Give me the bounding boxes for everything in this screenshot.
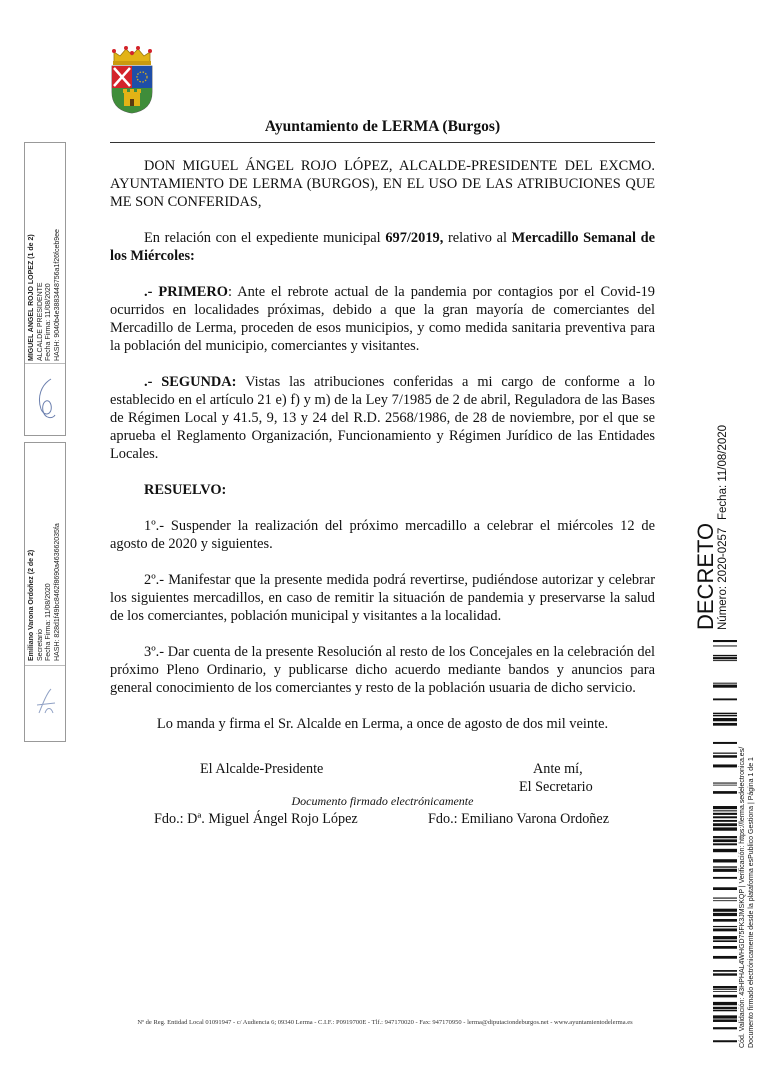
intro-paragraph: DON MIGUEL ÁNGEL ROJO LÓPEZ, ALCALDE-PRESIDENTE DEL EXCMO. AYUNTAMIENTO DE LERMA (BURGOS), EN EL USO DE LAS ATRIBUCIONES QUE ME SON CONFERIDAS, (110, 158, 655, 210)
barcode-bar (713, 820, 737, 822)
barcode-bar (713, 887, 737, 890)
barcode-bar (713, 685, 737, 688)
barcode-bar (713, 660, 737, 661)
barcode-bar (713, 655, 737, 656)
stamp1-hash: HASH: 9040b4e3883448756a1f26fceb9ee (53, 229, 61, 361)
handwritten-signature-mark (33, 683, 59, 723)
barcode-bar (713, 898, 737, 899)
barcode-bar (713, 843, 737, 845)
barcode-bar (713, 1040, 737, 1042)
electronic-signature-note: Documento firmado electrónicamente (291, 794, 474, 808)
barcode-bar (713, 742, 737, 744)
barcode-bar (713, 866, 737, 867)
validation-code: Cód. Validación: 43HPHAL4WHGD75FK3JMSKQP | Verificación: https://lerma.sedelectronica.es/ (739, 746, 746, 1048)
barcode-bar (713, 849, 737, 852)
barcode-bar (713, 785, 737, 786)
page-title: Ayuntamiento de LERMA (Burgos) (264, 118, 501, 135)
decreto-number: Número: 2020-0257 (717, 527, 729, 630)
header-rule (110, 142, 655, 143)
barcode-bar (713, 645, 737, 646)
barcode-bar (713, 839, 737, 842)
resolution-item-1: 1º.- Suspender la realización del próximo mercadillo a celebrar el miércoles 12 de agosto de 2020 y siguientes. (110, 518, 655, 552)
barcode-bar (713, 936, 737, 939)
decreto-date: Fecha: 11/08/2020 (717, 424, 729, 520)
primero-label: .- PRIMERO (144, 284, 228, 300)
barcode-bar (713, 810, 737, 811)
barcode-bar (713, 973, 737, 975)
barcode-bar (713, 928, 737, 931)
mayor-role: El Alcalde-Presidente (200, 761, 324, 777)
resolution-item-3: 3º.- Dar cuenta de la presente Resolución al resto de los Concejales en la celebración del próximo Pleno Ordinario, y publicarse dicho acuerdo mediante bandos y anuncios para general conocimiento de los comerciantes y resto de la población usuaria de dicho servicio. (110, 644, 655, 696)
barcode-bar (713, 657, 737, 659)
barcode-bar (713, 986, 737, 989)
barcode-bar (713, 783, 737, 784)
barcode-bar (713, 836, 737, 838)
stamp1-text (28, 229, 62, 361)
barcode-bar (713, 926, 737, 927)
primero-paragraph (110, 283, 655, 355)
barcode-bar (713, 869, 737, 872)
barcode-bar (713, 859, 737, 862)
barcode-bar (713, 913, 737, 916)
barcode-bar (713, 919, 737, 922)
barcode-bar (713, 877, 737, 879)
barcode-bar (713, 940, 737, 942)
barcode-bar (713, 791, 737, 794)
barcode-bar (713, 1015, 737, 1018)
page-footer: Nº de Reg. Entidad Local 01091947 - c/ Audiencia 6; 09340 Lerma - C.I.F.: P0919700E - Tlf.: 947170020 - Fax: 947170950 - lerma@diputaciondeburgos.net - www.ayuntamientodelerma.es (137, 1019, 633, 1026)
barcode-bar (713, 1019, 737, 1022)
barcode-bar (713, 827, 737, 830)
stamp1-divider (25, 363, 65, 364)
relation-subject: Mercadillo Semanal de los Miércoles: (110, 230, 655, 264)
barcode-bar (713, 753, 737, 754)
barcode-bar (713, 823, 737, 826)
primero-text: : Ante el rebrote actual de la pandemia por contagios por el Covid-19 ocurridos en localidades próximas, debido a que la gran mayoría de comerciantes del Mercadillo de Lerma, proceden de esos municipios, y como medida sanitaria preventiva para la población del municipio, comerciantes y visitantes. (110, 284, 655, 354)
barcode-bar (713, 1007, 737, 1009)
barcode-graphic (713, 640, 737, 1048)
barcode-bar (713, 755, 737, 758)
barcode-bar (713, 970, 737, 972)
relation-paragraph (110, 229, 655, 265)
barcode-bar (713, 816, 737, 818)
signature-stamp-mayor (24, 142, 66, 436)
barcode-bar (713, 698, 737, 700)
secretary-name: Fdo.: Emiliano Varona Ordoñez (428, 811, 609, 827)
barcode-bar (713, 764, 737, 767)
barcode-bar (713, 715, 737, 717)
barcode-bar (713, 909, 737, 912)
stamp1-date: Fecha Firma: 11/08/2020 (45, 283, 52, 361)
stamp2-divider (25, 665, 65, 666)
stamp2-name: Emiliano Varona Ordoñez (2 de 2) (28, 549, 35, 661)
handwritten-signature-mark (33, 375, 59, 423)
signature-stamp-secretary (24, 442, 66, 742)
barcode-bar (713, 806, 737, 809)
document-body (110, 157, 655, 751)
stamp2-date: Fecha Firma: 11/08/2020 (45, 583, 52, 661)
stamp2-role: Secretario (36, 629, 44, 661)
resuelvo-heading (110, 481, 655, 499)
segunda-text: Vistas las atribuciones conferidas a mi cargo de conforme a lo establecido en el artículo 21 e) f) y m) de la Ley 7/1985 de 2 de abril, Reguladora de las Bases de Régimen Local y 41.5, 9, 13 y 24 del R.D. 2568/1986, de 28 de noviembre, por el que se aprueba el Reglamento Organización, Funcionamiento y Régimen Jurídico de las Entidades Locales. (110, 374, 655, 462)
expediente-number: 697/2019, (385, 230, 444, 246)
decreto-label: DECRETO (693, 522, 718, 630)
secretary-ante-mi: Ante mí, (533, 761, 583, 777)
stamp1-name: MIGUEL ANGEL ROJO LOPEZ (1 de 2) (28, 234, 35, 361)
barcode-bar (713, 723, 737, 726)
barcode-bar (713, 900, 737, 901)
platform-note: Documento firmado electrónicamente desde la plataforma esPublico Gestiona | Página 1 de 1 (748, 757, 755, 1048)
relation-mid: relativo al (443, 230, 512, 246)
stamp2-hash: HASH: 828d1f49bc8462f8690a463662035fa (53, 523, 61, 661)
segunda-label: .- SEGUNDA: (144, 374, 237, 390)
resolution-item-2: 2º.- Manifestar que la presente medida podrá revertirse, pudiéndose autorizar y celebrar los siguientes mercadillos, en caso de remitir la situación de pandemia y preservarse la salud de los comerciantes, población municipal y visitantes a la localidad. (110, 572, 655, 624)
barcode-bar (713, 956, 737, 959)
mayor-name: Fdo.: Dª. Miguel Ángel Rojo López (154, 811, 358, 827)
barcode-bar (713, 1027, 737, 1029)
barcode-bar (713, 946, 737, 949)
stamp1-role: ALCALDE PRESIDENTE (36, 282, 44, 361)
relation-pre: En relación con el expediente municipal (144, 230, 386, 246)
barcode-bar (713, 640, 737, 642)
barcode-bar (713, 991, 737, 992)
barcode-bar (713, 683, 737, 684)
barcode-bar (713, 718, 737, 721)
barcode-bar (713, 713, 737, 714)
barcode-bar (713, 989, 737, 990)
segunda-paragraph (110, 373, 655, 463)
closing-paragraph: Lo manda y firma el Sr. Alcalde en Lerma, a once de agosto de dos mil veinte. (156, 716, 609, 732)
barcode-bar (713, 1002, 737, 1005)
coat-of-arms-logo (108, 44, 156, 114)
resuelvo-label: RESUELVO: (144, 482, 227, 498)
secretary-role: El Secretario (519, 779, 593, 795)
barcode-bar (713, 1010, 737, 1012)
barcode-bar (713, 995, 737, 998)
barcode-bar (713, 813, 737, 815)
stamp2-text (28, 523, 62, 661)
